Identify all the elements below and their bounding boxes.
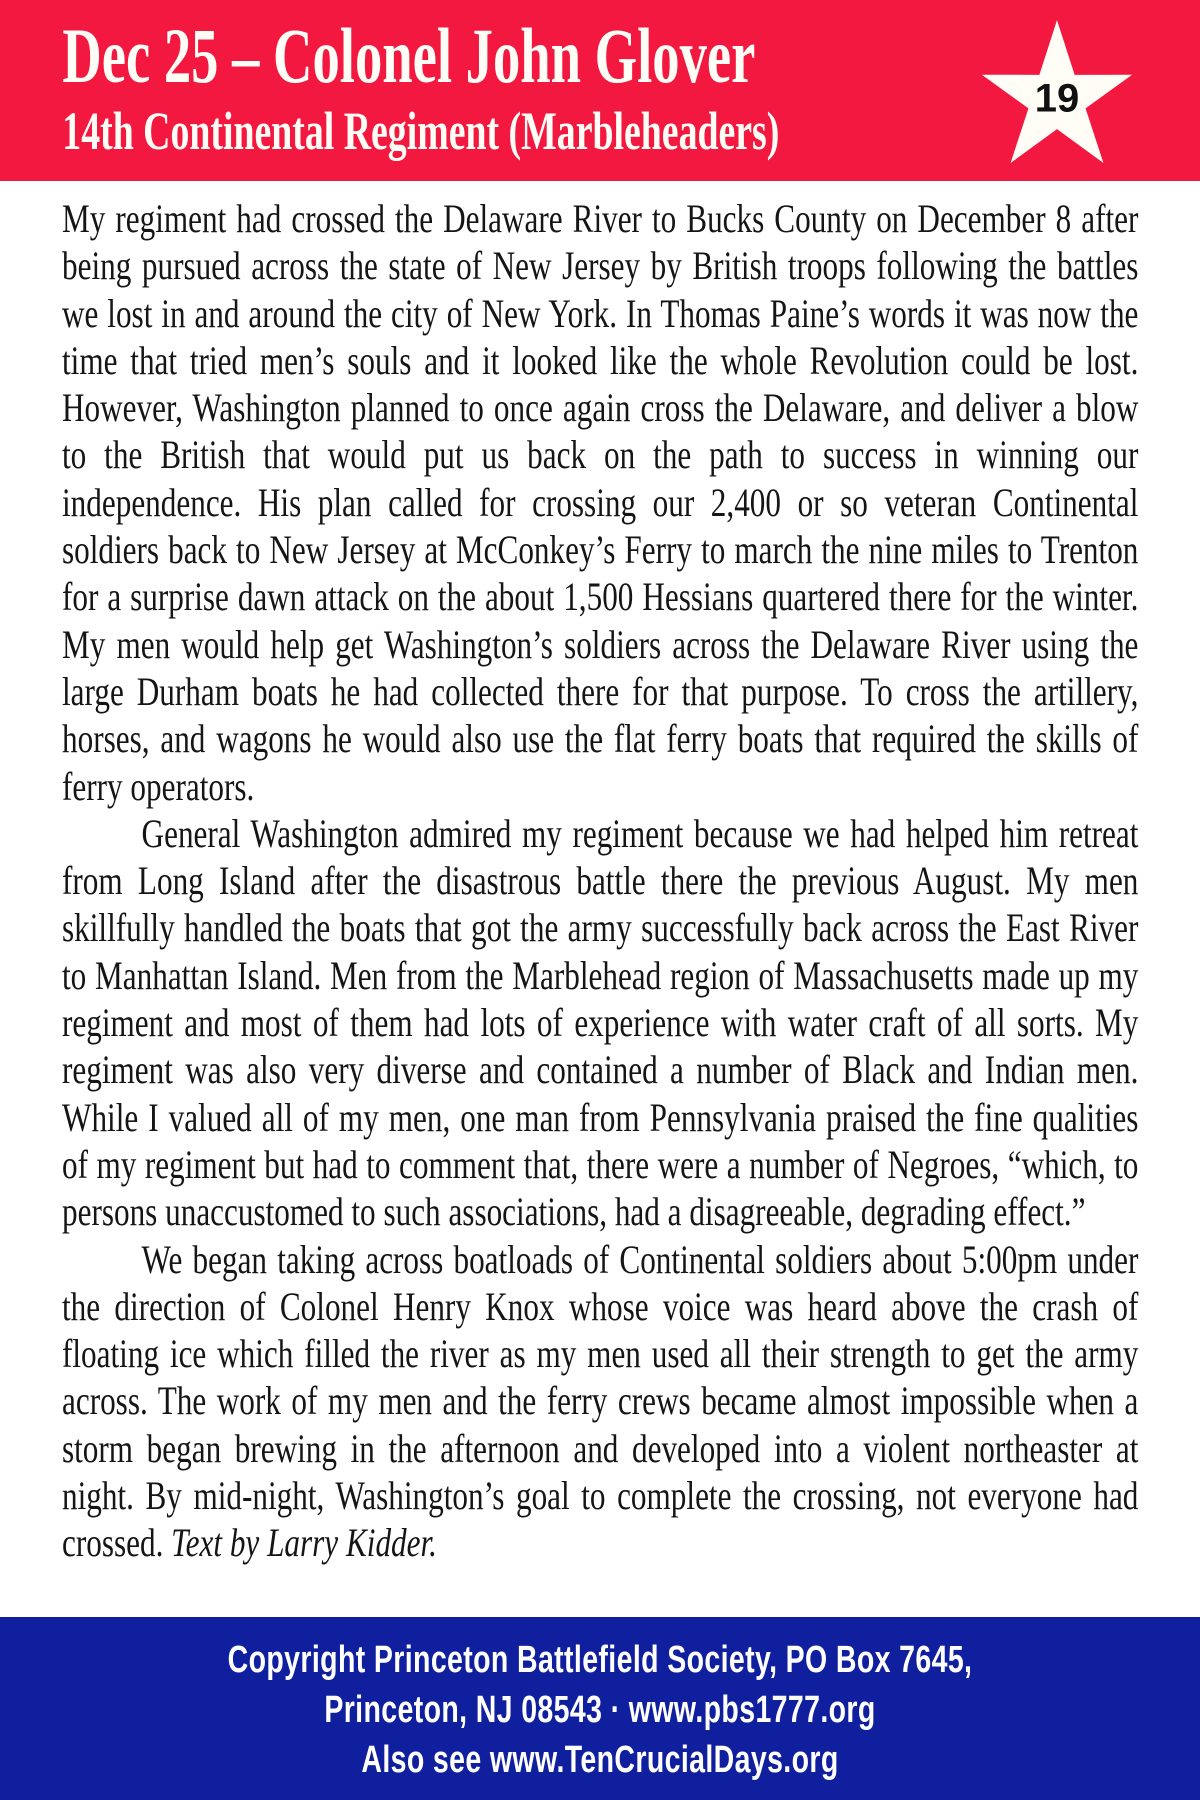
article-body (0, 181, 1200, 1617)
footer-also-see-line: Also see www.TenCrucialDays.org (361, 1739, 839, 1781)
footer-copyright-line: Copyright Princeton Battlefield Society, PO Box 7645, (227, 1639, 973, 1681)
paragraph: My regiment had crossed the Delaware River to Bucks County on December 8 after being pursued across the state of New Jersey by British troops following the battles we lost in and around the city of New York. In Thomas Paine’s words it was now the time that tried men’s souls and it looked like the whole Revolution could be lost. However, Washington planned to once again cross the Delaware, and deliver a blow to the British that would put us back on the path to success in winning our independence. His plan called for crossing our 2,400 or so veteran Continental soldiers back to New Jersey at McConkey’s Ferry to march the nine miles to Trenton for a surprise dawn attack on the about 1,500 Hessians quartered there for the winter. My men would help get Washington’s soldiers across the Delaware River using the large Durham boats he had collected there for that purpose. To cross the artillery, horses, and wagons he would also use the flat ferry boats that required the skills of ferry operators. (62, 196, 1139, 809)
header-banner (0, 0, 1200, 181)
paragraph: We began taking across boatloads of Continental soldiers about 5:00pm under the direction of Colonel Henry Knox whose voice was heard above the crash of floating ice which filled the river as my men used all their strength to get the army across. The work of my men and the ferry crews became almost impossible when a storm began brewing in the afternoon and developed into a violent northeaster at night. By mid-night, Washington’s goal to complete the crossing, not everyone had crossed. Text by Larry Kidder. (62, 1236, 1139, 1566)
paragraph: General Washington admired my regiment because we had helped him retreat from Long Island after the disastrous battle there the previous August. My men skillfully handled the boats that got the army successfully back across the East River to Manhattan Island. Men from the Marblehead region of Massachusetts made up my regiment and most of them had lots of experience with water craft of all sorts. My regiment was also very diverse and contained a number of Black and Indian men. While I valued all of my men, one man from Pennsylvania praised the fine qualities of my regiment but had to comment that, there were a number of Negroes, “which, to persons unaccustomed to such associations, had a disagreeable, degrading effect.” (62, 810, 1139, 1235)
text-attribution: Text by Larry Kidder. (171, 1520, 437, 1566)
star-number: 19 (1034, 76, 1080, 121)
footer-address-website-line: Princeton, NJ 08543 · www.pbs1777.org (324, 1689, 876, 1731)
footer-banner (0, 1617, 1200, 1800)
footer-text-block (0, 1617, 1200, 1785)
page-title: Dec 25 – Colonel John Glover (62, 12, 756, 99)
star-badge (978, 18, 1136, 166)
paragraph-block (62, 181, 1138, 1567)
page-subtitle: 14th Continental Regiment (Marbleheaders) (62, 101, 780, 161)
